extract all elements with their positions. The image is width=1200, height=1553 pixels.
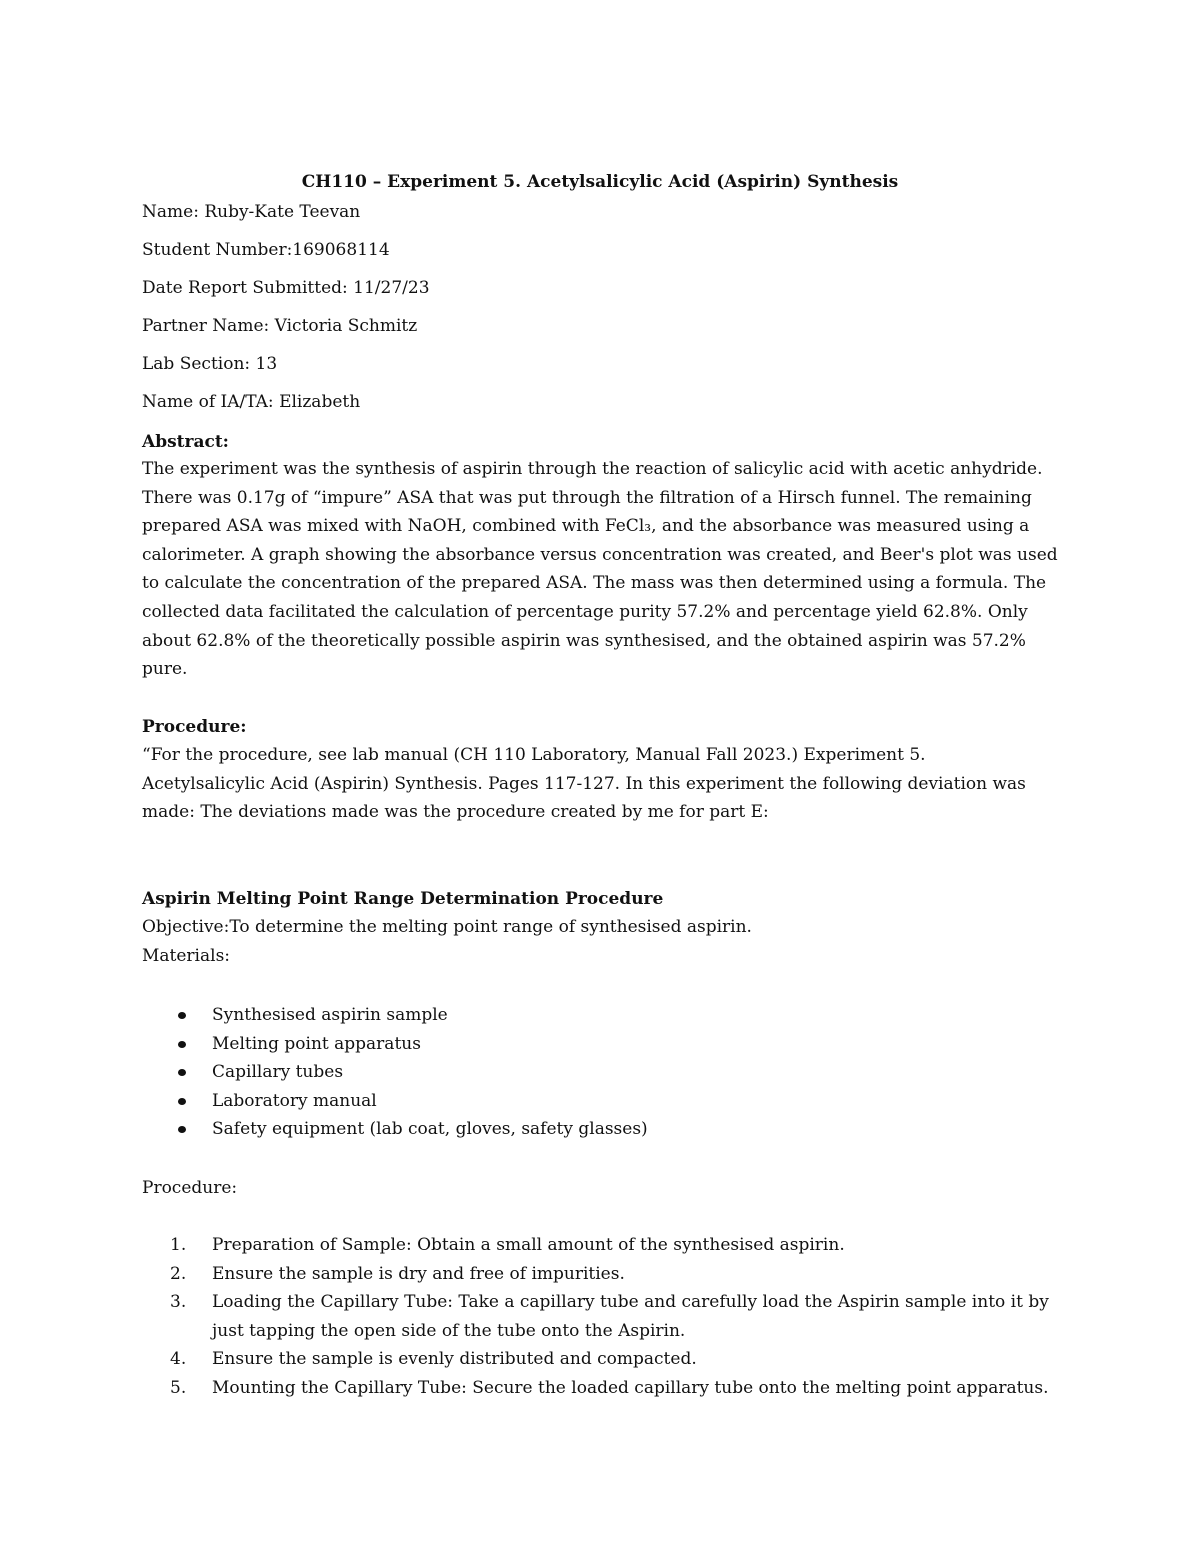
procedure-steps-label: Procedure: — [142, 1178, 238, 1198]
bullet-icon — [178, 1126, 186, 1133]
procedure-paragraph — [142, 741, 1057, 827]
abstract-line: pure. — [142, 659, 188, 680]
step-line: just tapping the open side of the tube onto the Aspirin. — [212, 1320, 686, 1341]
step-line: Mounting the Capillary Tube: Secure the loaded capillary tube onto the melting point apparatus. — [212, 1377, 1049, 1398]
step-line: Ensure the sample is evenly distributed and compacted. — [212, 1349, 697, 1370]
list-item — [170, 1231, 1049, 1260]
melting-point-heading: Aspirin Melting Point Range Determination Procedure — [142, 889, 664, 909]
step-text — [212, 1260, 1049, 1289]
objective-text: Objective:To determine the melting point range of synthesised aspirin. — [142, 917, 752, 937]
material-item-text: Capillary tubes — [212, 1062, 344, 1083]
bullet-icon — [178, 1012, 186, 1019]
info-date-submitted: Date Report Submitted: 11/27/23 — [142, 278, 430, 298]
step-text — [212, 1231, 1049, 1260]
step-text — [212, 1374, 1049, 1403]
list-item — [170, 1260, 1049, 1289]
abstract-line: prepared ASA was mixed with NaOH, combined with FeCl₃, and the absorbance was measured using a — [142, 516, 1030, 537]
step-line: Ensure the sample is dry and free of impurities. — [212, 1263, 625, 1284]
material-item-text: Laboratory manual — [212, 1090, 377, 1111]
step-text — [212, 1288, 1049, 1345]
step-number: 3. — [170, 1292, 187, 1313]
info-student-number: Student Number:169068114 — [142, 240, 390, 260]
step-number: 4. — [170, 1349, 187, 1370]
procedure-line: Acetylsalicylic Acid (Aspirin) Synthesis. Pages 117-127. In this experiment the following deviation was — [142, 773, 1026, 794]
step-number: 1. — [170, 1235, 187, 1255]
abstract-line: collected data facilitated the calculation of percentage purity 57.2% and percentage yield 62.8%. Only — [142, 601, 1028, 622]
abstract-line: about 62.8% of the theoretically possible aspirin was synthesised, and the obtained aspirin was 57.2% — [142, 630, 1026, 651]
abstract-line: calorimeter. A graph showing the absorbance versus concentration was created, and Beer's plot was used — [142, 544, 1058, 565]
bullet-icon — [178, 1041, 186, 1048]
step-line: Loading the Capillary Tube: Take a capillary tube and carefully load the Aspirin sample into it by — [212, 1292, 1049, 1313]
list-item — [170, 1288, 1049, 1345]
step-number: 5. — [170, 1377, 187, 1398]
step-number: 2. — [170, 1263, 187, 1284]
material-item-text: Melting point apparatus — [212, 1033, 421, 1054]
list-item — [170, 1345, 1049, 1374]
document-title: CH110 – Experiment 5. Acetylsalicylic Acid (Aspirin) Synthesis — [301, 172, 899, 192]
info-lab-section: Lab Section: 13 — [142, 354, 278, 374]
abstract-line: to calculate the concentration of the prepared ASA. The mass was then determined using a formula. The — [142, 573, 1047, 594]
abstract-line: There was 0.17g of “impure” ASA that was put through the filtration of a Hirsch funnel. The remaining — [142, 487, 1032, 508]
materials-label: Materials: — [142, 946, 231, 966]
abstract-heading: Abstract: — [142, 432, 229, 452]
info-name: Name: Ruby-Kate Teevan — [142, 202, 361, 222]
procedure-line: made: The deviations made was the procedure created by me for part E: — [142, 802, 769, 823]
step-text — [212, 1345, 1049, 1374]
abstract-paragraph — [142, 455, 1057, 684]
list-item — [170, 1374, 1049, 1403]
material-item-text: Synthesised aspirin sample — [212, 1005, 448, 1025]
procedure-heading: Procedure: — [142, 717, 247, 737]
material-item-text: Safety equipment (lab coat, gloves, safety glasses) — [212, 1119, 648, 1140]
step-line: Preparation of Sample: Obtain a small amount of the synthesised aspirin. — [212, 1235, 845, 1255]
bullet-icon — [178, 1069, 186, 1076]
bullet-icon — [178, 1098, 186, 1105]
abstract-line: The experiment was the synthesis of aspirin through the reaction of salicylic acid with acetic anhydride. — [142, 459, 1043, 479]
info-partner-name: Partner Name: Victoria Schmitz — [142, 316, 418, 336]
procedure-line: “For the procedure, see lab manual (CH 110 Laboratory, Manual Fall 2023.) Experiment 5. — [142, 745, 926, 765]
procedure-steps-list — [170, 1231, 1049, 1403]
info-ta-name: Name of IA/TA: Elizabeth — [142, 392, 361, 412]
